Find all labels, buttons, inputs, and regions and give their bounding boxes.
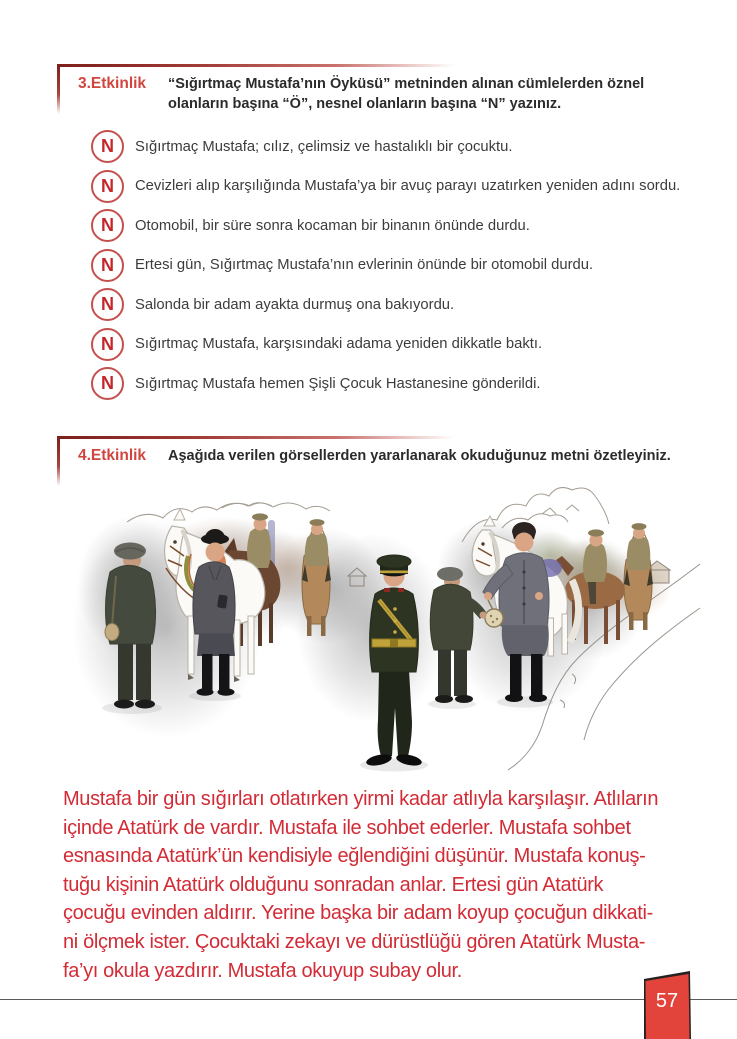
list-item	[91, 127, 685, 167]
activity-3-side-rule	[57, 64, 60, 114]
sentence-text: Ertesi gün, Sığırtmaç Mustafa’nın evlerinin önünde bir otomobil durdu.	[135, 257, 594, 274]
activity-4-instruction: Aşağıda verilen görsellerden yararlanarak okuduğunuz metni özetleyiniz.	[168, 448, 671, 464]
sentence-text: Sığırtmaç Mustafa; cılız, çelimsiz ve hastalıklı bir çocuktu.	[135, 138, 513, 155]
answer-mark-circle: N	[91, 288, 124, 321]
list-item	[91, 285, 685, 325]
list-item	[91, 364, 685, 404]
sentence-text: Sığırtmaç Mustafa hemen Şişli Çocuk Hastanesine gönderildi.	[135, 375, 541, 392]
sentence-text: Sığırtmaç Mustafa, karşısındaki adama yeniden dikkatle baktı.	[135, 336, 543, 353]
activity-3-top-rule	[57, 64, 455, 67]
answer-mark-circle: N	[91, 170, 124, 203]
answer-mark-circle: N	[91, 367, 124, 400]
answer-mark-circle: N	[91, 130, 124, 163]
page-number: 57	[655, 990, 679, 1012]
activity-4-side-rule	[57, 436, 60, 486]
activity-3-instruction: “Sığırtmaç Mustafa’nın Öyküsü” metninden alınan cümlelerden öznel olanların başına “Ö”, nesnel olanların başına “N” yazınız.	[168, 76, 645, 112]
summary-paragraph	[63, 785, 688, 985]
activity-4-block	[57, 436, 685, 466]
summary-line: fa’yı okula yazdırır. Mustafa okuyup subay olur.	[63, 959, 462, 982]
list-item	[91, 206, 685, 246]
sentence-text: Otomobil, bir süre sonra kocaman bir binanın önünde durdu.	[135, 217, 530, 234]
answer-mark-circle: N	[91, 328, 124, 361]
list-item	[91, 325, 685, 365]
summary-line: ni ölçmek ister. Çocuktaki zekayı ve dürüstlüğü gören Atatürk Musta-	[63, 930, 646, 953]
page-number-tab	[644, 971, 691, 1039]
activity-4-header	[57, 436, 685, 466]
activity-3-label: 3.Etkinlik	[78, 75, 147, 92]
summary-line: Mustafa bir gün sığırları otlatırken yirmi kadar atlıyla karşılaşır. Atlıların	[63, 788, 659, 810]
summary-line: içinde Atatürk de vardır. Mustafa ile sohbet ederler. Mustafa sohbet	[63, 816, 631, 839]
list-item	[91, 167, 685, 207]
activity-3-sentence-list	[57, 127, 685, 404]
summary-line: esnasında Atatürk’ün kendisiyle eğlendiğini düşünür. Mustafa konuş-	[63, 845, 646, 868]
footer-rule	[0, 999, 737, 1000]
list-item	[91, 246, 685, 286]
activity-4-top-rule	[57, 436, 455, 439]
summary-line: tuğu kişinin Atatürk olduğunu sonradan anlar. Ertesi gün Atatürk	[63, 873, 604, 896]
story-illustration	[72, 468, 702, 780]
activity-3-header	[57, 64, 685, 114]
activity-3-block	[57, 64, 685, 404]
sentence-text: Salonda bir adam ayakta durmuş ona bakıyordu.	[135, 296, 455, 313]
answer-mark-circle: N	[91, 209, 124, 242]
sentence-text: Cevizleri alıp karşılığında Mustafa’ya bir avuç parayı uzatırken yeniden adını sordu.	[135, 178, 681, 195]
answer-mark-circle: N	[91, 249, 124, 282]
activity-4-label: 4.Etkinlik	[78, 447, 147, 464]
summary-line: çocuğu evinden aldırır. Yerine başka bir adam koyup çocuğun dikkati-	[63, 902, 653, 925]
